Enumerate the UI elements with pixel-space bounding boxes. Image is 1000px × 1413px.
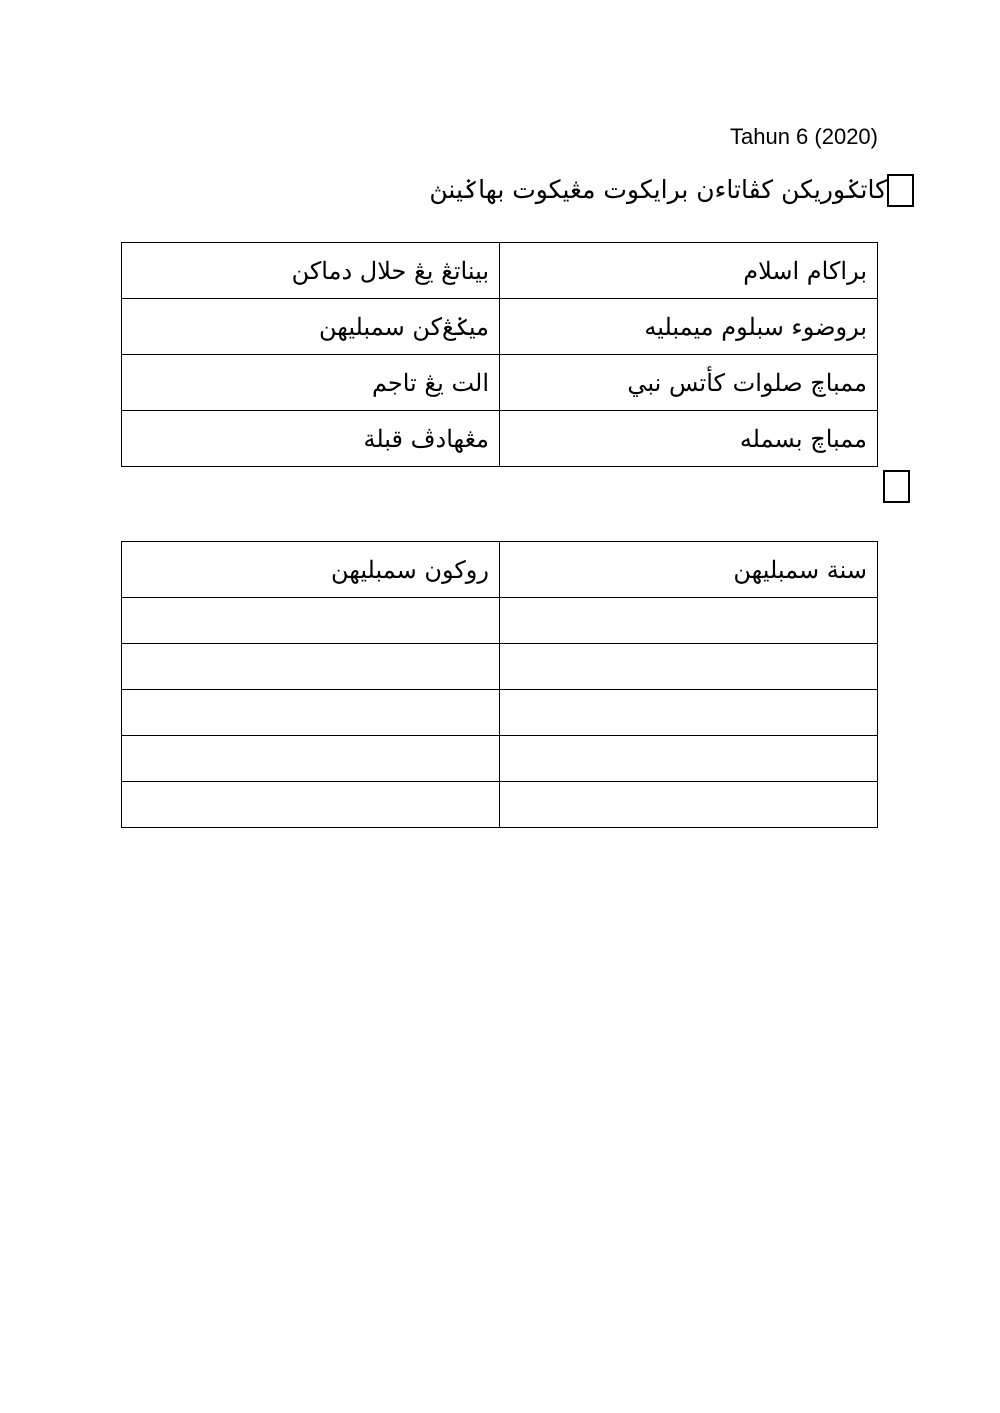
answer-cell[interactable]: [122, 690, 500, 736]
question-1-instruction: كاتݢوريكن كڤاتاءن برايكوت مڠيكوت بهاݢينڽ: [429, 175, 887, 204]
table-header-row: [122, 542, 878, 598]
table-row: [122, 736, 878, 782]
item-cell[interactable]: الت يڠ تاجم: [122, 355, 500, 411]
table-row: [122, 355, 878, 411]
table-row: [122, 782, 878, 828]
question-2-checkbox[interactable]: [883, 470, 910, 503]
table-row: [122, 598, 878, 644]
column-header-sunat: سنة سمبليهن: [500, 542, 878, 598]
table-row: [122, 690, 878, 736]
table-row: [122, 243, 878, 299]
question-1-checkbox[interactable]: [887, 174, 914, 207]
table-row: [122, 644, 878, 690]
table-row: [122, 411, 878, 467]
answer-cell[interactable]: [122, 598, 500, 644]
answer-cell[interactable]: [122, 736, 500, 782]
answer-cell[interactable]: [500, 690, 878, 736]
year-label: Tahun 6 (2020): [730, 124, 878, 149]
question-1-instruction-row: [429, 170, 914, 210]
answer-cell[interactable]: [122, 644, 500, 690]
answer-cell[interactable]: [122, 782, 500, 828]
answer-cell[interactable]: [500, 644, 878, 690]
item-cell[interactable]: ميݢڠ‌كن سمبليهن: [122, 299, 500, 355]
answer-cell[interactable]: [500, 736, 878, 782]
table-row: [122, 299, 878, 355]
answer-cell[interactable]: [500, 782, 878, 828]
item-cell[interactable]: براكام اسلام: [500, 243, 878, 299]
answer-cell[interactable]: [500, 598, 878, 644]
column-header-rukun: روكون سمبليهن: [122, 542, 500, 598]
item-cell[interactable]: بيناتڠ يڠ حلال دماكن: [122, 243, 500, 299]
answer-table: [121, 541, 878, 828]
item-cell[interactable]: مڠهادڤ قبلة: [122, 411, 500, 467]
item-cell[interactable]: ممباچ بسمله: [500, 411, 878, 467]
items-table: [121, 242, 878, 467]
item-cell[interactable]: ممباچ صلوات كأتس نبي: [500, 355, 878, 411]
item-cell[interactable]: بروضوء سبلوم ميمبليه: [500, 299, 878, 355]
